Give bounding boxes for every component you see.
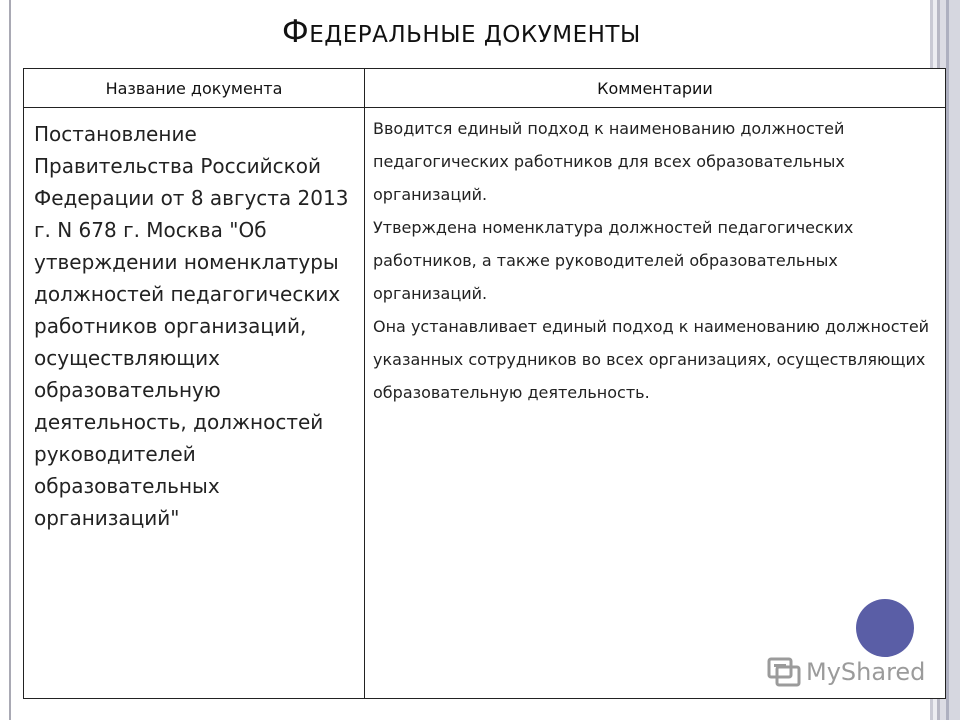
comment-paragraph: Она устанавливает единый подход к наименованию должностей указанных сотрудников во всех организациях, осуществляющих образовательную деятельность. (373, 317, 930, 402)
header-document-name: Название документа (24, 69, 365, 108)
document-name-cell: Постановление Правительства Российской Федерации от 8 августа 2013 г. N 678 г. Москва "Об утверждении номенклатуры должностей педагогических работников организаций, осуществляющих образовательную деятельность, должностей руководителей образовательных организаций" (24, 108, 365, 699)
comment-paragraph: Вводится единый подход к наименованию должностей педагогических работников для всех образовательных организаций. (373, 119, 845, 204)
watermark-text: MyShared (806, 658, 926, 686)
watermark-logo (767, 657, 925, 687)
table-header-row (24, 69, 946, 108)
slide-title (282, 14, 641, 50)
table-row (24, 108, 946, 699)
documents-table (23, 68, 946, 699)
frame-line (9, 0, 11, 720)
decorative-circle (856, 599, 914, 657)
comment-paragraph: Утверждена номенклатура должностей педагогических работников, а также руководителей образовательных организаций. (373, 218, 854, 303)
header-comments: Комментарии (365, 69, 946, 108)
myshared-logo-icon (767, 657, 801, 687)
comments-cell (365, 108, 946, 699)
title-initial: Ф (282, 14, 310, 50)
title-text: ЕДЕРАЛЬНЫЕ ДОКУМЕНТЫ (309, 22, 641, 48)
